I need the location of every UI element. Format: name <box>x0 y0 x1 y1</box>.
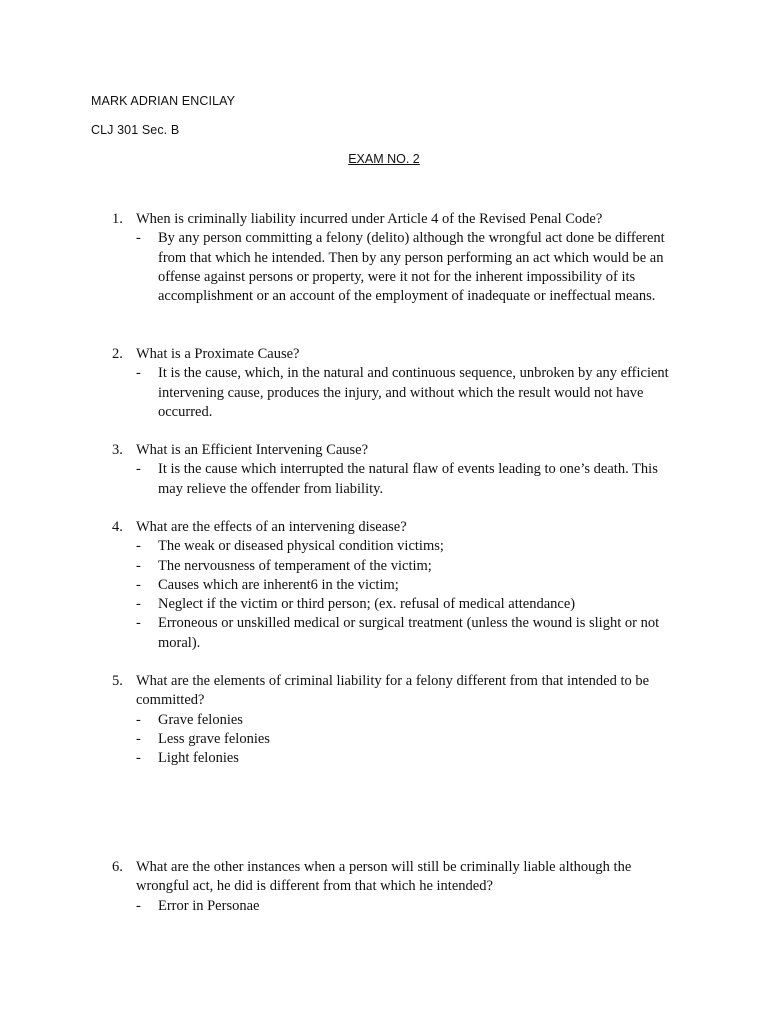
question-text: What are the elements of criminal liability for a felony different from that intended to be committed? <box>136 673 650 709</box>
answer-text: Less grave felonies <box>158 730 270 747</box>
question-number: 6. <box>112 859 123 875</box>
answer-item <box>136 460 682 499</box>
question-5 <box>112 672 682 768</box>
bullet-dash: - <box>136 711 141 728</box>
answer-text: By any person committing a felony (delito) although the wrongful act done be different from that which he intended. Then by any person performing an act which would be an offense against persons or property, were it not for the inherent impossibility of its accomplishment or an account of the employment of inadequate or ineffectual means. <box>158 230 665 305</box>
answer-text: Neglect if the victim or third person; (ex. refusal of medical attendance) <box>158 596 576 613</box>
question-2 <box>112 345 682 422</box>
answer-text: Grave felonies <box>158 711 243 728</box>
answer-item <box>136 229 682 306</box>
question-3 <box>112 441 682 499</box>
answer-item <box>136 595 682 614</box>
answer-text: Causes which are inherent6 in the victim; <box>158 576 399 593</box>
bullet-dash: - <box>136 730 141 747</box>
bullet-dash: - <box>136 596 141 613</box>
bullet-dash: - <box>136 230 141 247</box>
question-1 <box>112 210 682 306</box>
answer-item <box>136 749 682 768</box>
answer-item <box>136 897 682 916</box>
answer-item <box>136 557 682 576</box>
bullet-dash: - <box>136 576 141 593</box>
question-4 <box>112 518 682 653</box>
question-6 <box>112 858 682 916</box>
question-text: What are the effects of an intervening disease? <box>136 519 407 535</box>
answer-text: Error in Personae <box>158 897 260 914</box>
answer-list <box>112 460 682 499</box>
answer-text: The nervousness of temperament of the victim; <box>158 557 432 574</box>
answer-item <box>136 711 682 730</box>
answer-item <box>136 730 682 749</box>
question-number: 3. <box>112 442 123 458</box>
answer-list <box>112 711 682 769</box>
question-text: What are the other instances when a person will still be criminally liable although the wrongful act, he did is different from that which he intended? <box>136 859 632 895</box>
question-number: 1. <box>112 211 123 227</box>
answer-text: It is the cause, which, in the natural and continuous sequence, unbroken by any efficient intervening cause, produces the injury, and without which the result would not have occurred. <box>158 365 669 420</box>
bullet-dash: - <box>136 750 141 767</box>
answer-text: Erroneous or unskilled medical or surgical treatment (unless the wound is slight or not moral). <box>158 615 660 651</box>
answer-text: Light felonies <box>158 750 239 767</box>
question-text: When is criminally liability incurred under Article 4 of the Revised Penal Code? <box>136 211 603 227</box>
bullet-dash: - <box>136 897 141 914</box>
answer-item <box>136 364 682 422</box>
answer-item <box>136 614 682 653</box>
answer-list <box>112 897 682 916</box>
bullet-dash: - <box>136 461 141 478</box>
question-number: 2. <box>112 346 123 362</box>
answer-list <box>112 364 682 422</box>
bullet-dash: - <box>136 557 141 574</box>
bullet-dash: - <box>136 615 141 632</box>
answer-item <box>136 537 682 556</box>
question-text: What is a Proximate Cause? <box>136 346 300 362</box>
question-number: 5. <box>112 673 123 689</box>
course-section: CLJ 301 Sec. B <box>91 123 180 137</box>
question-text: What is an Efficient Intervening Cause? <box>136 442 369 458</box>
answer-text: The weak or diseased physical condition victims; <box>158 538 444 555</box>
exam-title: EXAM NO. 2 <box>348 152 420 166</box>
answer-list <box>112 229 682 306</box>
student-name: MARK ADRIAN ENCILAY <box>91 94 236 108</box>
answer-item <box>136 576 682 595</box>
question-number: 4. <box>112 519 123 535</box>
bullet-dash: - <box>136 365 141 382</box>
answer-text: It is the cause which interrupted the natural flaw of events leading to one’s death. This may relieve the offender from liability. <box>158 461 658 497</box>
bullet-dash: - <box>136 538 141 555</box>
answer-list <box>112 537 682 653</box>
